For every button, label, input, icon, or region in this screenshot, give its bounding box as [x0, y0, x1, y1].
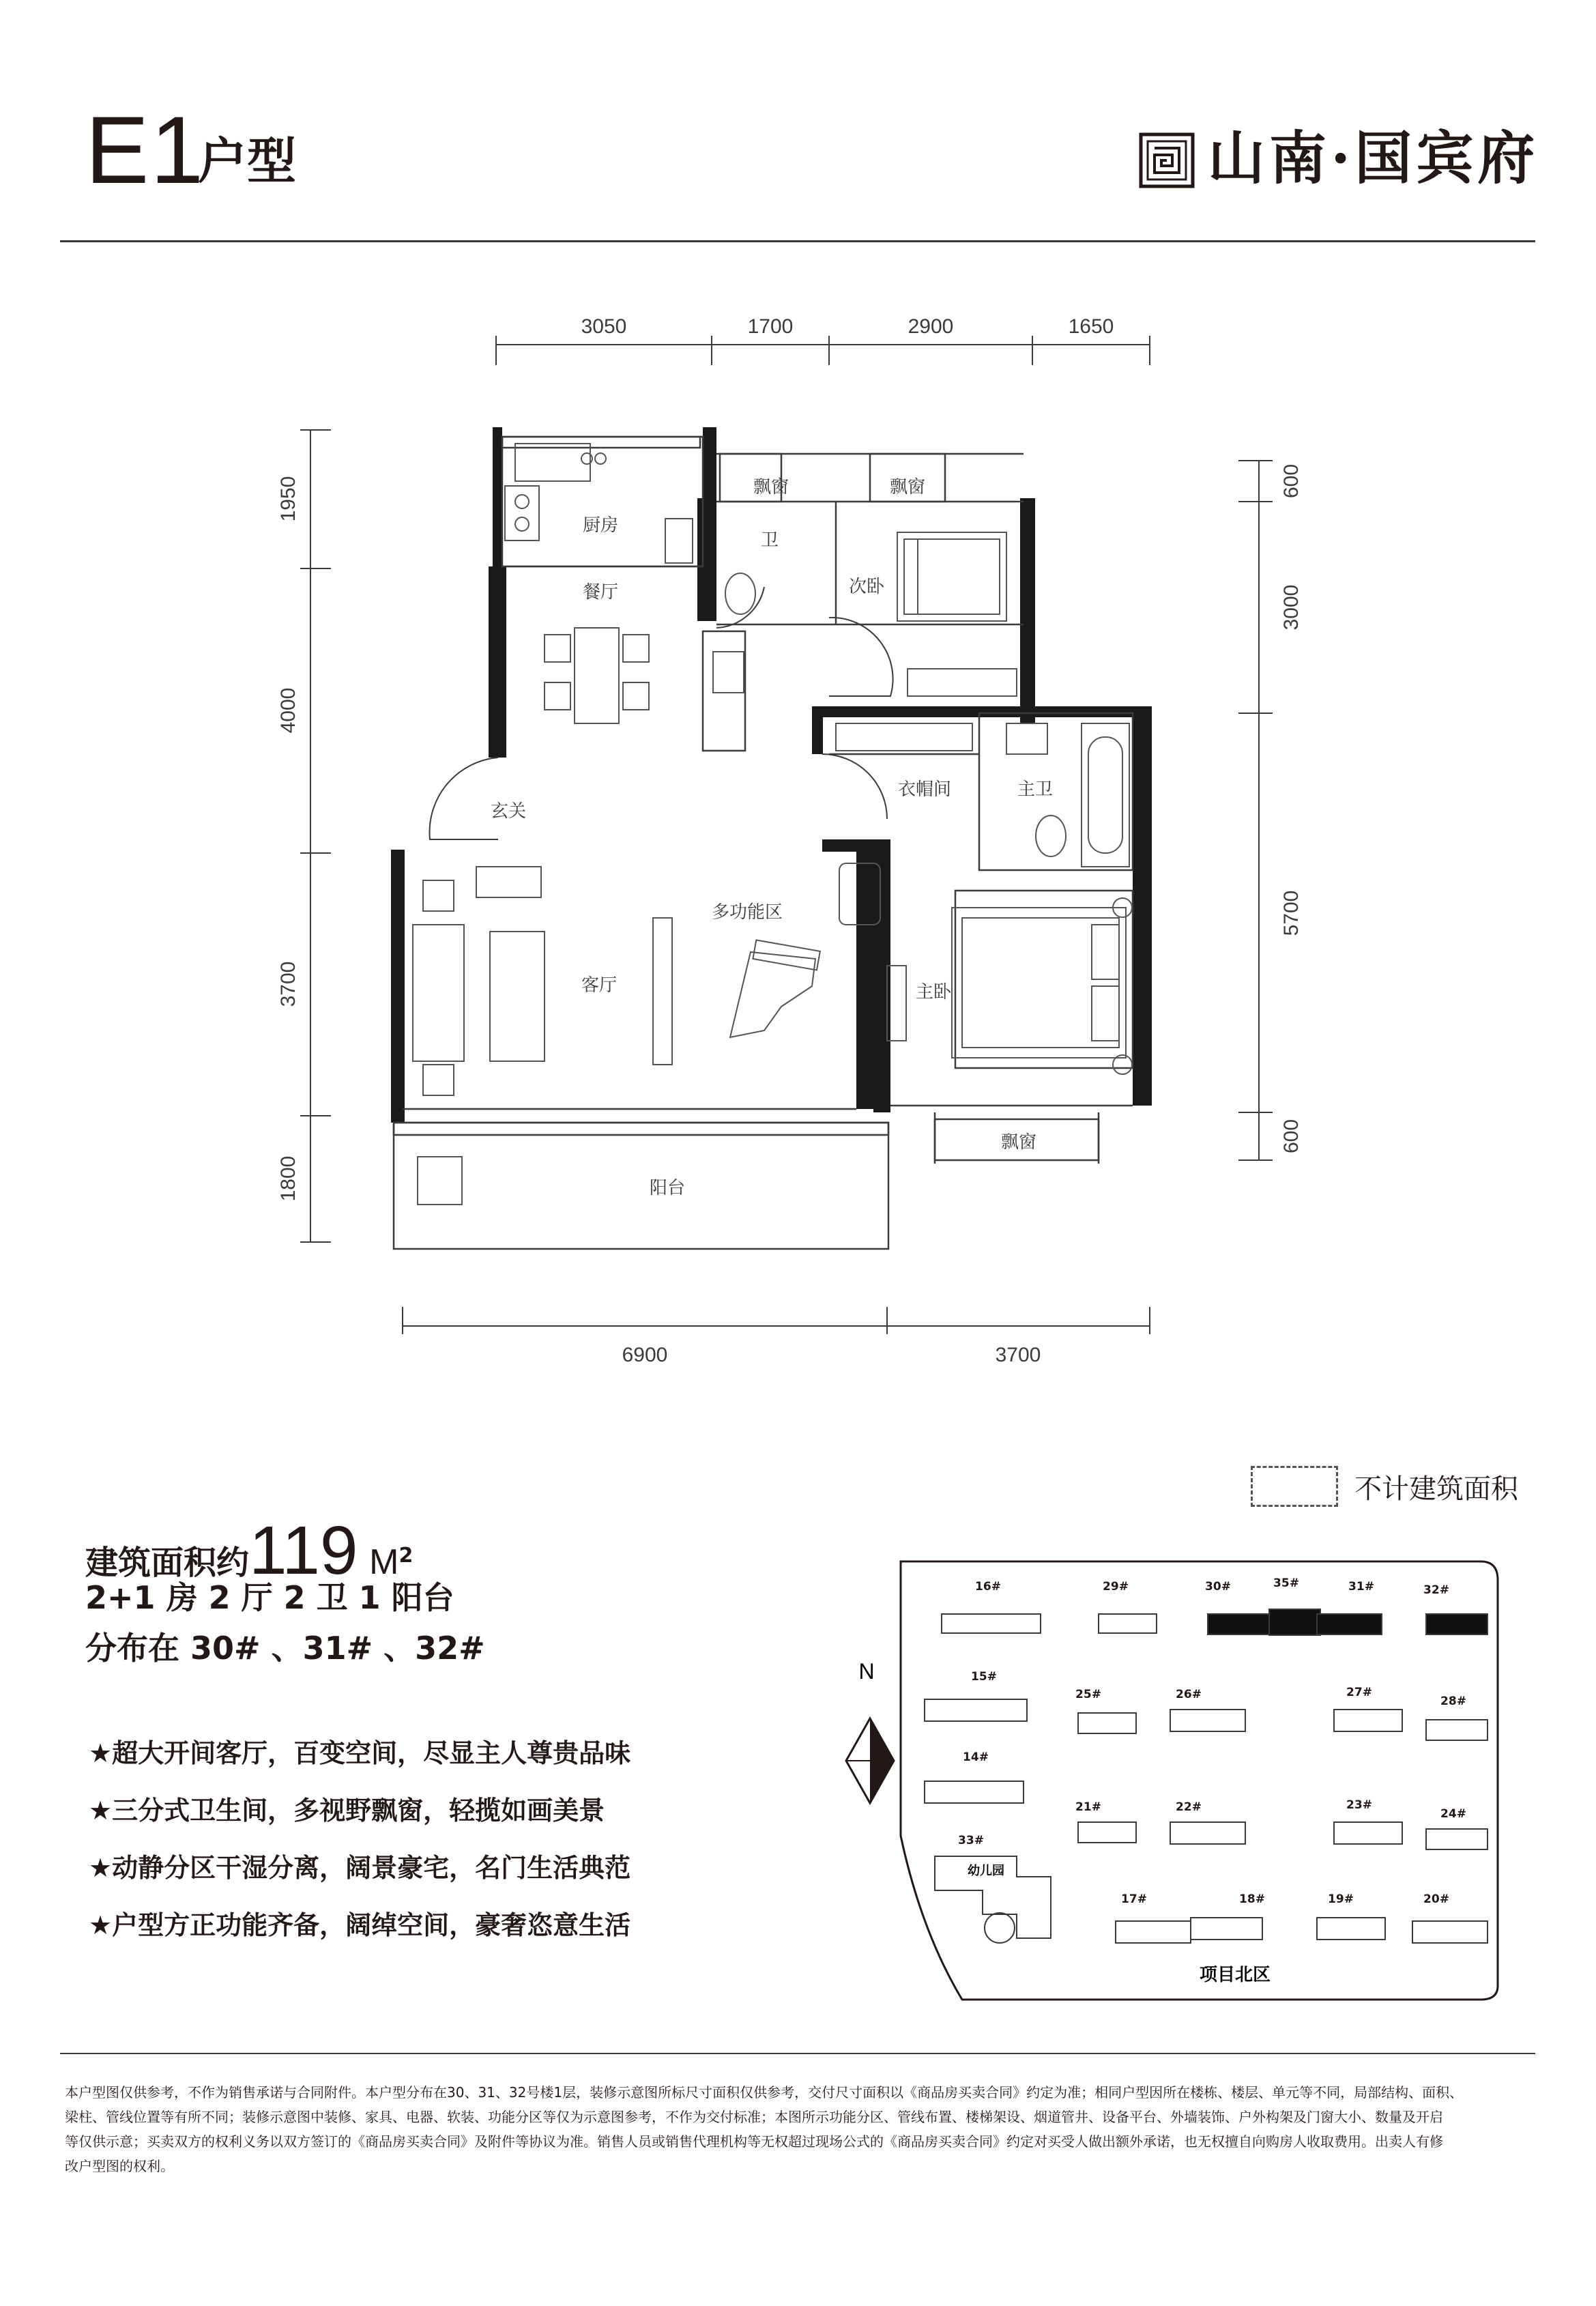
layout-spec: 2+1 房 2 厅 2 卫 1 阳台	[85, 1579, 454, 1616]
room-entrance: 玄关	[490, 801, 527, 822]
bldg-21: 21#	[1075, 1800, 1101, 1814]
room-second-bedroom: 次卧	[848, 577, 885, 597]
area-line	[85, 1512, 413, 1590]
room-closet: 衣帽间	[897, 779, 952, 800]
area-prefix: 建筑面积约	[85, 1544, 250, 1582]
dim-bottom-2: 3700	[995, 1344, 1041, 1366]
site-area-label: 项目北区	[1199, 1965, 1271, 1985]
dim-right-2: 3000	[1280, 584, 1303, 631]
room-balcony: 阳台	[649, 1178, 686, 1198]
footer-rule	[60, 2053, 1535, 2054]
site-map	[858, 1549, 1508, 2006]
bldg-17: 17#	[1121, 1892, 1147, 1906]
dim-left-1: 1950	[277, 476, 300, 522]
bldg-18: 18#	[1239, 1892, 1265, 1906]
room-master-bath: 主卫	[1017, 779, 1054, 800]
bldg-16: 16#	[975, 1580, 1001, 1594]
disclaimer-line: 等仅供示意；买卖双方的权利义务以双方签订的《商品房买卖合同》及附件等协议为准。销售人员或销售代理机构等无权超过现场公式的《商品房买卖合同》约定对买受人做出额外承诺，也无权擅自向购房人收取费用。出卖人有修	[65, 2133, 1443, 2150]
room-multi-area: 多功能区	[711, 902, 783, 923]
room-living: 客厅	[581, 975, 618, 996]
bldg-24: 24#	[1440, 1807, 1466, 1821]
brand-name: 山南·国宾府	[1208, 124, 1539, 192]
dim-bottom-1: 6900	[622, 1344, 668, 1366]
area-unit: M	[369, 1542, 399, 1582]
feature-1: ★超大开间客厅，百变空间，尽显主人尊贵品味	[89, 1738, 631, 1768]
bldg-20: 20#	[1423, 1892, 1449, 1906]
dim-left-3: 3700	[277, 961, 300, 1007]
legend-dashed-box	[1251, 1466, 1338, 1507]
unit-code: E1	[85, 96, 205, 203]
disclaimer-line: 梁柱、管线位置等有所不同；装修示意图中装修、家具、电器、软装、功能分区等仅为示意图参考，不作为交付标准；本图所示功能分区、管线布置、楼梯架设、烟道管井、设备平台、外墙装饰、户外构架及门窗大小、数量及开启	[65, 2109, 1443, 2125]
room-master-bedroom: 主卧	[915, 982, 952, 1003]
room-dining: 餐厅	[582, 582, 619, 603]
kindergarten-label: 幼儿园	[968, 1864, 1004, 1878]
room-kitchen: 厨房	[582, 515, 619, 536]
bldg-31: 31#	[1348, 1580, 1374, 1594]
dim-top-4: 1650	[1068, 315, 1114, 338]
area-value: 119	[249, 1512, 358, 1589]
bldg-23: 23#	[1346, 1798, 1372, 1812]
compass-n: N	[858, 1659, 875, 1684]
bldg-19: 19#	[1328, 1892, 1354, 1906]
dim-top-3: 2900	[908, 315, 954, 338]
room-bay-window-2: 飘窗	[889, 477, 926, 498]
bldg-35: 35#	[1273, 1576, 1299, 1590]
bldg-27: 27#	[1346, 1686, 1372, 1699]
bldg-25: 25#	[1075, 1688, 1101, 1701]
disclaimer-line: 改户型图的权利。	[65, 2158, 174, 2174]
area-unit-sup: 2	[398, 1544, 413, 1568]
unit-suffix: 户型	[198, 132, 297, 190]
dim-right-1: 600	[1280, 463, 1303, 499]
bldg-33: 33#	[958, 1834, 984, 1847]
bldg-30: 30#	[1205, 1580, 1231, 1594]
feature-2: ★三分式卫生间，多视野飘窗，轻揽如画美景	[89, 1796, 605, 1826]
bldg-29: 29#	[1103, 1580, 1129, 1594]
dim-top-1: 3050	[581, 315, 627, 338]
room-bay-window-1: 飘窗	[753, 477, 789, 498]
bldg-26: 26#	[1176, 1688, 1202, 1701]
bldg-28: 28#	[1440, 1695, 1466, 1708]
room-bath: 卫	[760, 530, 779, 551]
bldg-22: 22#	[1176, 1800, 1202, 1814]
disclaimer	[65, 2080, 1532, 2178]
dim-right-3: 5700	[1280, 890, 1303, 936]
distribution-spec: 分布在 30# 、31# 、32#	[85, 1630, 485, 1667]
legend-label: 不计建筑面积	[1354, 1473, 1518, 1505]
dim-left-2: 4000	[277, 687, 300, 734]
compass-icon	[836, 1699, 904, 1826]
feature-3: ★动静分区干湿分离，阔景豪宅，名门生活典范	[89, 1853, 631, 1883]
bldg-32: 32#	[1423, 1583, 1449, 1597]
bldg-15: 15#	[971, 1670, 997, 1684]
bldg-14: 14#	[963, 1750, 989, 1764]
dim-top-2: 1700	[747, 315, 794, 338]
dim-left-4: 1800	[277, 1155, 300, 1202]
feature-4: ★户型方正功能齐备，阔绰空间，豪奢恣意生活	[89, 1910, 631, 1940]
room-bay-window-3: 飘窗	[1000, 1132, 1037, 1153]
dim-right-4: 600	[1280, 1119, 1303, 1154]
disclaimer-line: 本户型图仅供参考，不作为销售承诺与合同附件。本户型分布在30、31、32号楼1层，装修示意图所标尺寸面积仅供参考，交付尺寸面积以《商品房买卖合同》约定为准；相同户型因所在楼栋、楼层、单元等不同，局部结构、面积、	[65, 2084, 1464, 2101]
